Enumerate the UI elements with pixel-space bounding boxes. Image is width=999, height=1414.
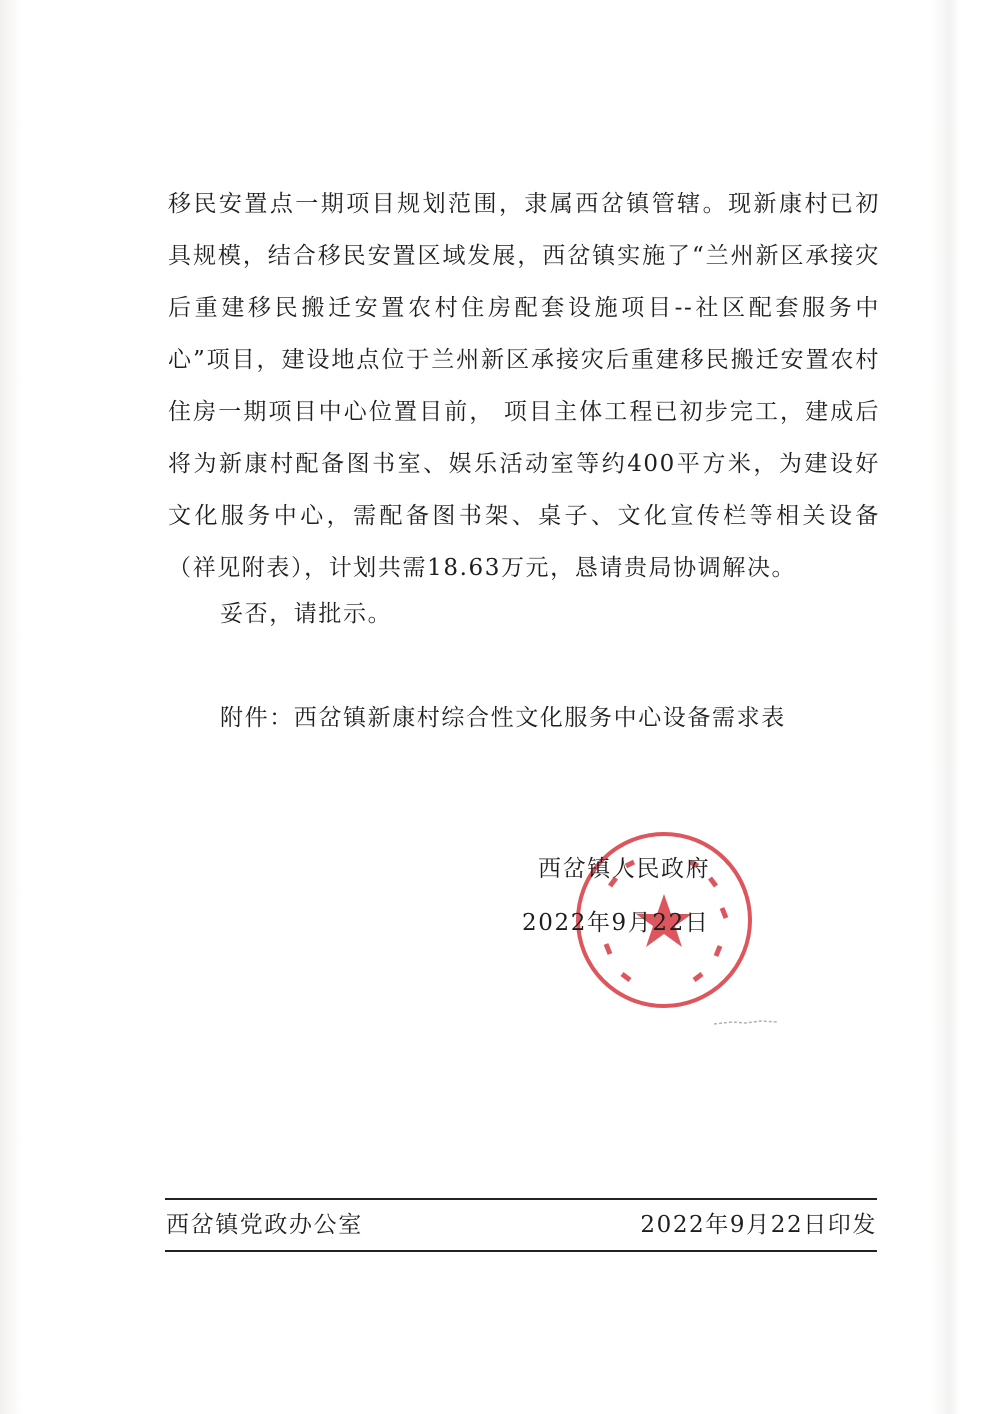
closing-line: 妥否，请批示。 (220, 601, 393, 627)
signature-date: 2022年9月22日 (522, 910, 710, 936)
footer-issue-date: 2022年9月22日印发 (640, 1212, 877, 1238)
body-paragraph: 移民安置点一期项目规划范围，隶属西岔镇管辖。现新康村已初具规模，结合移民安置区域发展，西岔镇实施了“兰州新区承接灾后重建移民搬迁安置农村住房配套设施项目--社区配套服务中心”项目，建设地点位于兰州新区承接灾后重建移民搬迁安置农村住房一期项目中心位置目前， 项目主体工程已初步完工，建成后将为新康村配备图书室、娱乐活动室等约400平方米，为建设好文化服务中心，需配备图书架、桌子、文化宣传栏等相关设备（祥见附表），计划共需18.63万元，恳请贵局协调解决。 (168, 191, 880, 581)
footer-rule-top (165, 1198, 877, 1200)
scan-speck (712, 1016, 782, 1028)
attachment-line: 附件：西岔镇新康村综合性文化服务中心设备需求表 (220, 705, 786, 731)
footer-issuer: 西岔镇党政办公室 (166, 1212, 363, 1238)
signature-org: 西岔镇人民政府 (538, 856, 711, 882)
footer-rule-bottom (165, 1250, 877, 1252)
